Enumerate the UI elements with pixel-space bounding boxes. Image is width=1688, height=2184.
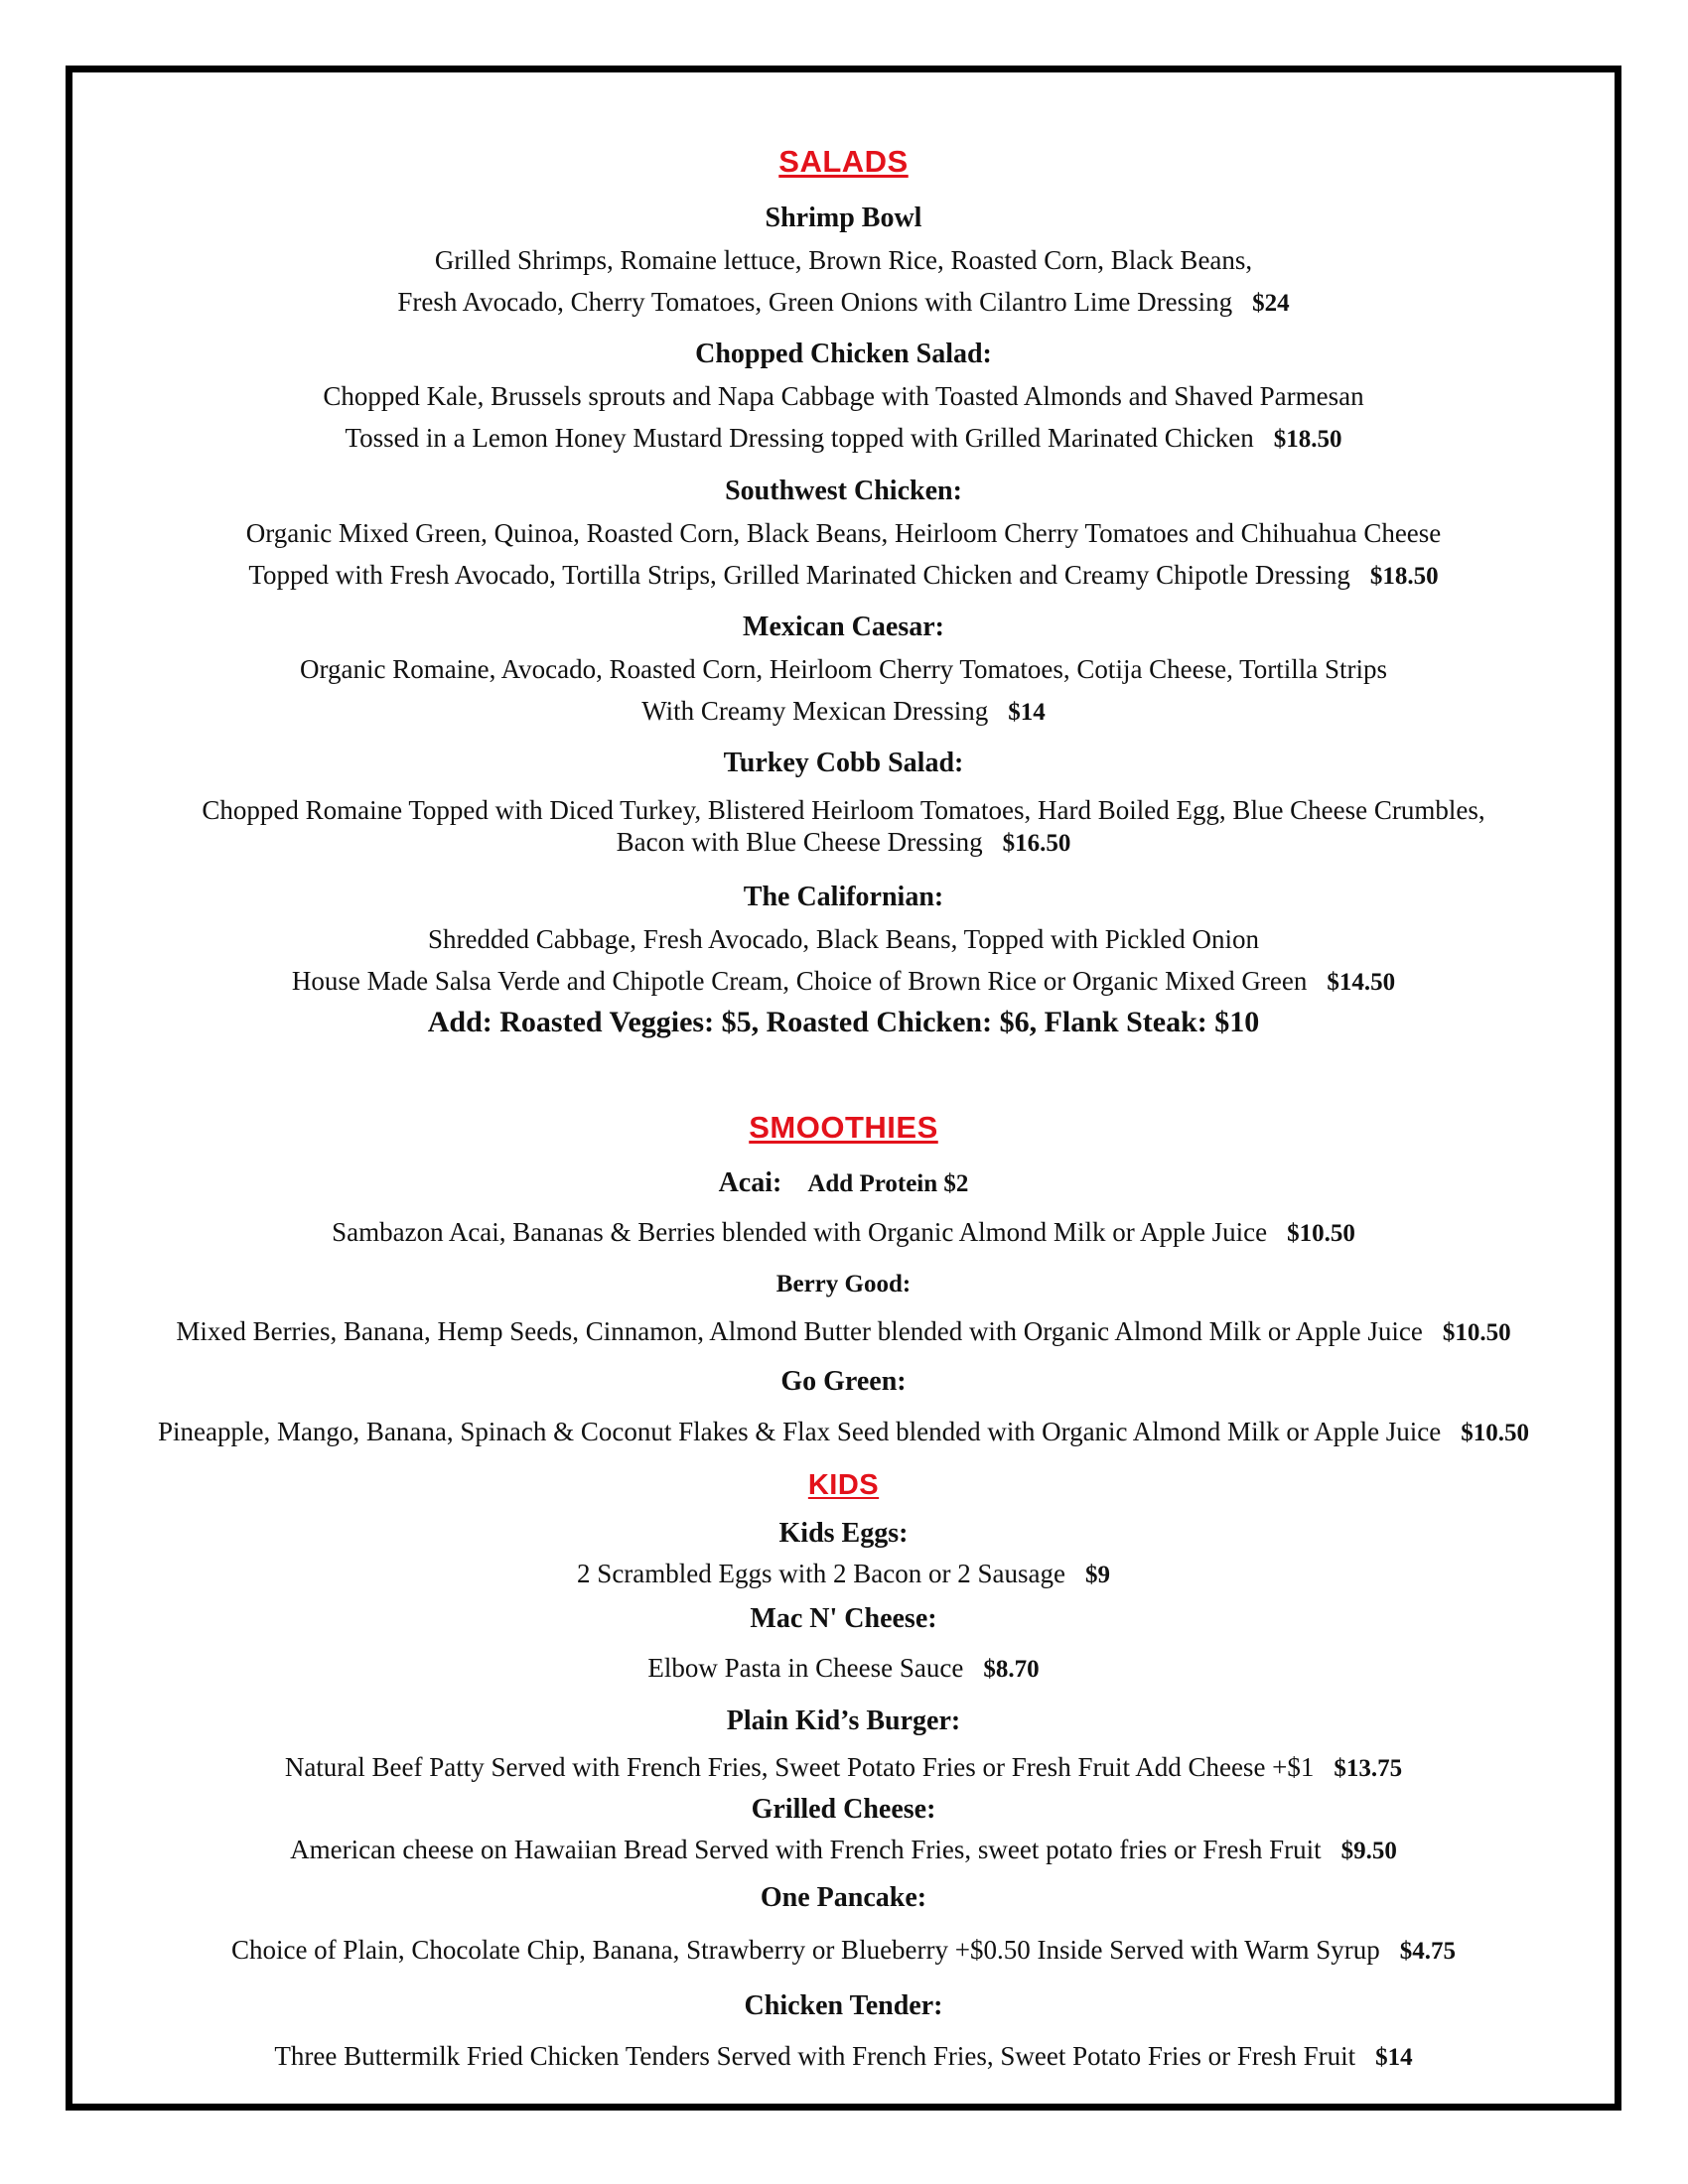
item-price: $16.50 xyxy=(1002,830,1071,857)
item-name: Acai: Add Protein $2 xyxy=(718,1167,969,1198)
item-description: Elbow Pasta in Cheese Sauce $8.70 xyxy=(647,1653,1040,1683)
item-description: Chopped Kale, Brussels sprouts and Napa Cabbage with Toasted Almonds and Shaved Parmesan xyxy=(323,381,1364,411)
item-price: $14.50 xyxy=(1327,969,1396,996)
item-description: 2 Scrambled Eggs with 2 Bacon or 2 Sausage $9 xyxy=(577,1559,1110,1588)
item-description: Organic Mixed Green, Quinoa, Roasted Corn, Black Beans, Heirloom Cherry Tomatoes and Chihuahua Cheese xyxy=(245,518,1442,548)
item-description: Chopped Romaine Topped with Diced Turkey, Blistered Heirloom Tomatoes, Hard Boiled Egg, Blue Cheese Crumbles, xyxy=(202,795,1485,825)
item-description: Topped with Fresh Avocado, Tortilla Strips, Grilled Marinated Chicken and Creamy Chipotle Dressing $18.50 xyxy=(248,560,1439,590)
smoothies-heading: SMOOTHIES xyxy=(749,1110,938,1145)
item-name: Kids Eggs: xyxy=(778,1518,909,1549)
item-description: Three Buttermilk Fried Chicken Tenders Served with French Fries, Sweet Potato Fries or Fresh Fruit $14 xyxy=(274,2041,1413,2071)
item-name: Go Green: xyxy=(780,1366,907,1397)
item-price: $4.75 xyxy=(1399,1938,1457,1965)
item-name: Plain Kid’s Burger: xyxy=(726,1706,961,1736)
item-description: Tossed in a Lemon Honey Mustard Dressing topped with Grilled Marinated Chicken $18.50 xyxy=(345,423,1342,453)
item-price: $18.50 xyxy=(1369,563,1439,590)
salad-addons: Add: Roasted Veggies: $5, Roasted Chicken: $6, Flank Steak: $10 xyxy=(427,1006,1260,1038)
item-name: The Californian: xyxy=(743,882,944,912)
item-price: $10.50 xyxy=(1461,1420,1530,1446)
item-description: Choice of Plain, Chocolate Chip, Banana, Strawberry or Blueberry +$0.50 Inside Served with Warm Syrup $4.75 xyxy=(230,1935,1457,1965)
item-description: Bacon with Blue Cheese Dressing $16.50 xyxy=(616,827,1071,857)
item-name: One Pancake: xyxy=(760,1882,927,1913)
item-description: House Made Salsa Verde and Chipotle Cream, Choice of Brown Rice or Organic Mixed Green $14.50 xyxy=(291,966,1396,996)
item-name: Turkey Cobb Salad: xyxy=(723,748,964,778)
item-description: Organic Romaine, Avocado, Roasted Corn, Heirloom Cherry Tomatoes, Cotija Cheese, Tortilla Strips xyxy=(299,654,1388,684)
menu-content xyxy=(72,72,1615,2104)
salads-heading: SALADS xyxy=(778,144,909,179)
item-price: $10.50 xyxy=(1442,1319,1511,1346)
item-description: Pineapple, Mango, Banana, Spinach & Coconut Flakes & Flax Seed blended with Organic Almond Milk or Apple Juice $10.50 xyxy=(157,1417,1530,1446)
item-name: Chicken Tender: xyxy=(744,1990,943,2021)
item-price: $18.50 xyxy=(1273,426,1342,453)
item-description: Grilled Shrimps, Romaine lettuce, Brown Rice, Roasted Corn, Black Beans, xyxy=(434,245,1253,275)
item-name: Grilled Cheese: xyxy=(751,1794,936,1825)
item-price: $14 xyxy=(1375,2044,1413,2071)
item-description: Sambazon Acai, Bananas & Berries blended with Organic Almond Milk or Apple Juice $10.50 xyxy=(332,1217,1355,1247)
item-price: $9.50 xyxy=(1340,1838,1397,1864)
menu-frame xyxy=(66,66,1621,2111)
item-description: Shredded Cabbage, Fresh Avocado, Black Beans, Topped with Pickled Onion xyxy=(428,924,1259,954)
item-price: $8.70 xyxy=(983,1656,1040,1683)
item-name: Chopped Chicken Salad: xyxy=(695,339,992,369)
item-description: American cheese on Hawaiian Bread Served with French Fries, sweet potato fries or Fresh Fruit $9.50 xyxy=(290,1835,1397,1864)
item-price: $9 xyxy=(1084,1562,1110,1588)
item-name: Shrimp Bowl xyxy=(765,203,922,233)
item-price: $14 xyxy=(1008,699,1046,726)
item-name: Mac N' Cheese: xyxy=(750,1603,937,1634)
item-name: Berry Good: xyxy=(775,1271,912,1297)
item-description: Natural Beef Patty Served with French Fries, Sweet Potato Fries or Fresh Fruit Add Cheese +$1 $13.75 xyxy=(284,1752,1403,1782)
item-description: With Creamy Mexican Dressing $14 xyxy=(641,696,1046,726)
item-name: Mexican Caesar: xyxy=(743,612,944,642)
kids-heading: KIDS xyxy=(807,1469,880,1501)
item-price: $10.50 xyxy=(1287,1220,1355,1247)
item-name: Southwest Chicken: xyxy=(725,476,962,506)
item-price: $13.75 xyxy=(1334,1755,1403,1782)
item-price: $24 xyxy=(1252,290,1290,317)
item-description: Mixed Berries, Banana, Hemp Seeds, Cinnamon, Almond Butter blended with Organic Almond Milk or Apple Juice $10.50 xyxy=(176,1316,1511,1346)
protein-addon: Add Protein $2 xyxy=(807,1170,969,1197)
item-description: Fresh Avocado, Cherry Tomatoes, Green Onions with Cilantro Lime Dressing $24 xyxy=(397,287,1290,317)
